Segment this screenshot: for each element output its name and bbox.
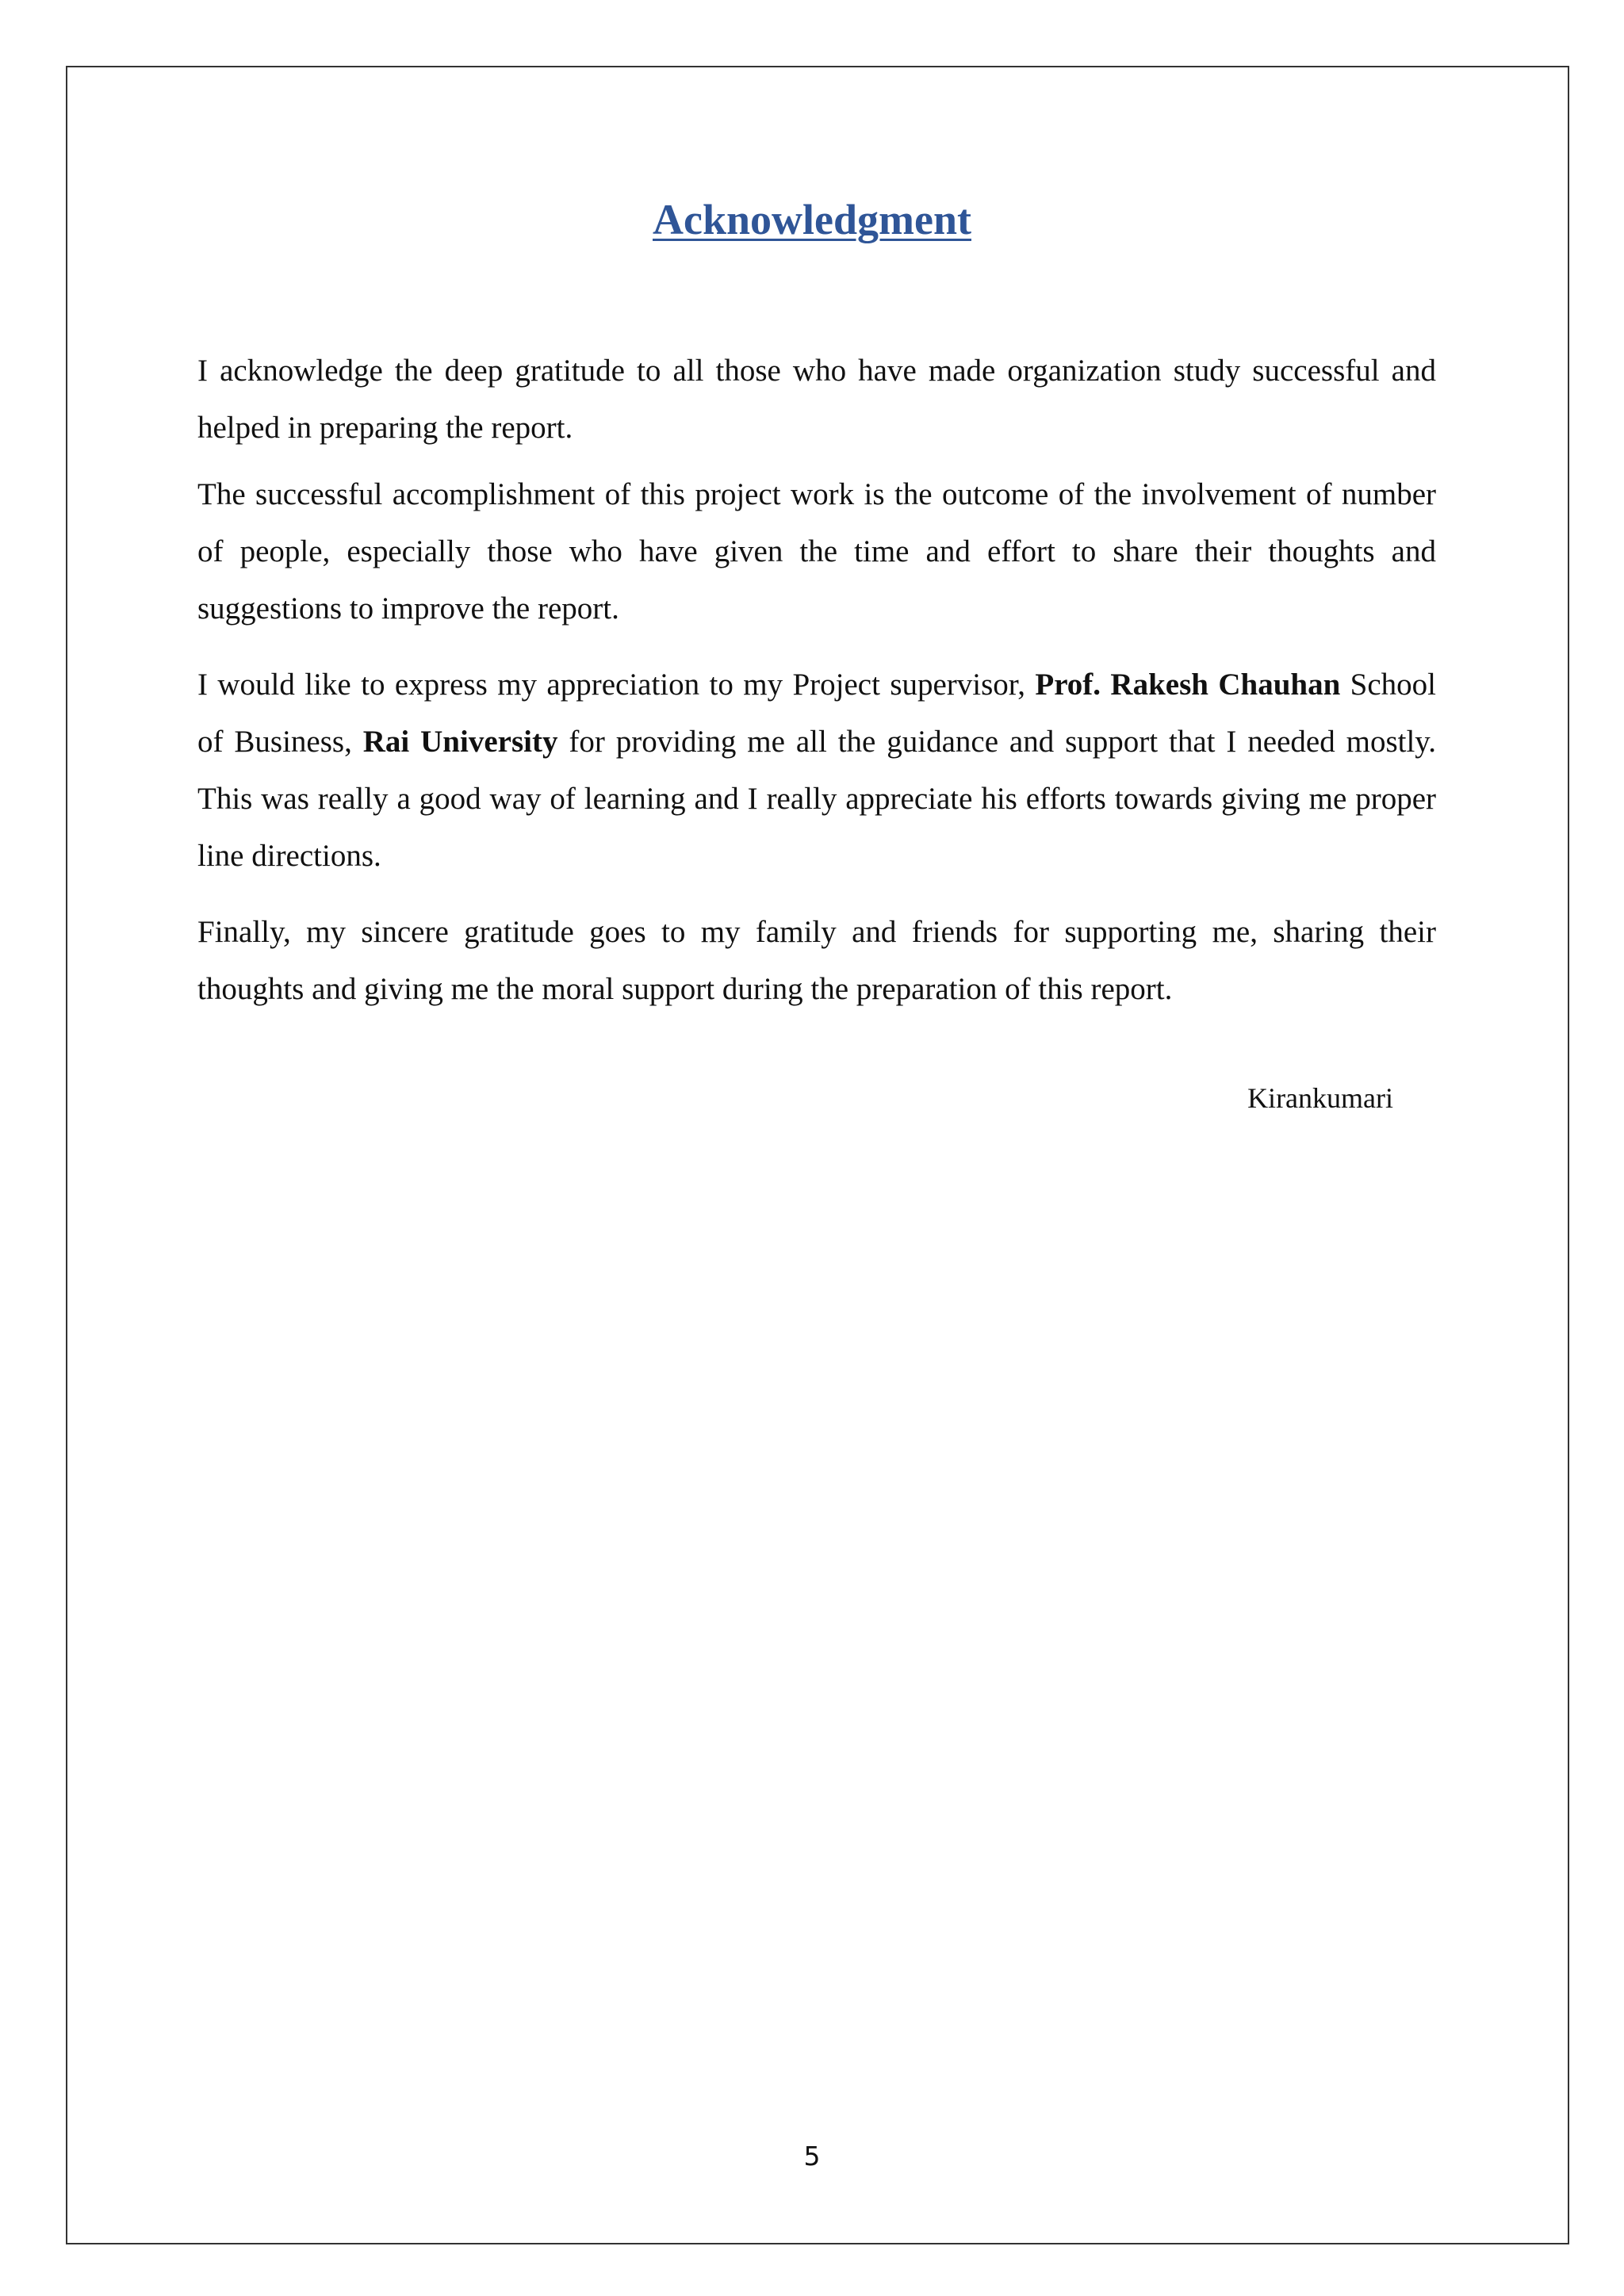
paragraph-supervisor-text-3: for providing me all the guidance and support that I needed mostly. This was really a good way of learning and I really appreciate his efforts towards giving me proper line directions. <box>197 725 1437 873</box>
author-signature: Kirankumari <box>1247 1082 1393 1114</box>
paragraph-gratitude: I acknowledge the deep gratitude to all those who have made organization study successful and helped in preparing the report. <box>197 354 1436 445</box>
acknowledgment-body <box>197 342 1436 1018</box>
paragraph-family: Finally, my sincere gratitude goes to my family and friends for supporting me, sharing their thoughts and giving me the moral support during the preparation of this report. <box>197 915 1436 1006</box>
page-title: Acknowledgment <box>653 196 971 243</box>
paragraph-supervisor-text-1: I would like to express my appreciation to my Project supervisor, <box>197 668 1036 702</box>
university-name: Rai University <box>362 725 558 759</box>
paragraph-supervisor <box>197 656 1436 885</box>
supervisor-name: Prof. Rakesh Chauhan <box>1035 668 1341 702</box>
page-number: 5 <box>803 2141 821 2172</box>
paragraph-accomplishment: The successful accomplishment of this project work is the outcome of the involvement of number of people, especially those who have given the time and effort to share their thoughts and suggestions to improve the report. <box>197 477 1436 626</box>
paragraph-supervisor-text-2: School of Business, <box>197 668 1437 759</box>
